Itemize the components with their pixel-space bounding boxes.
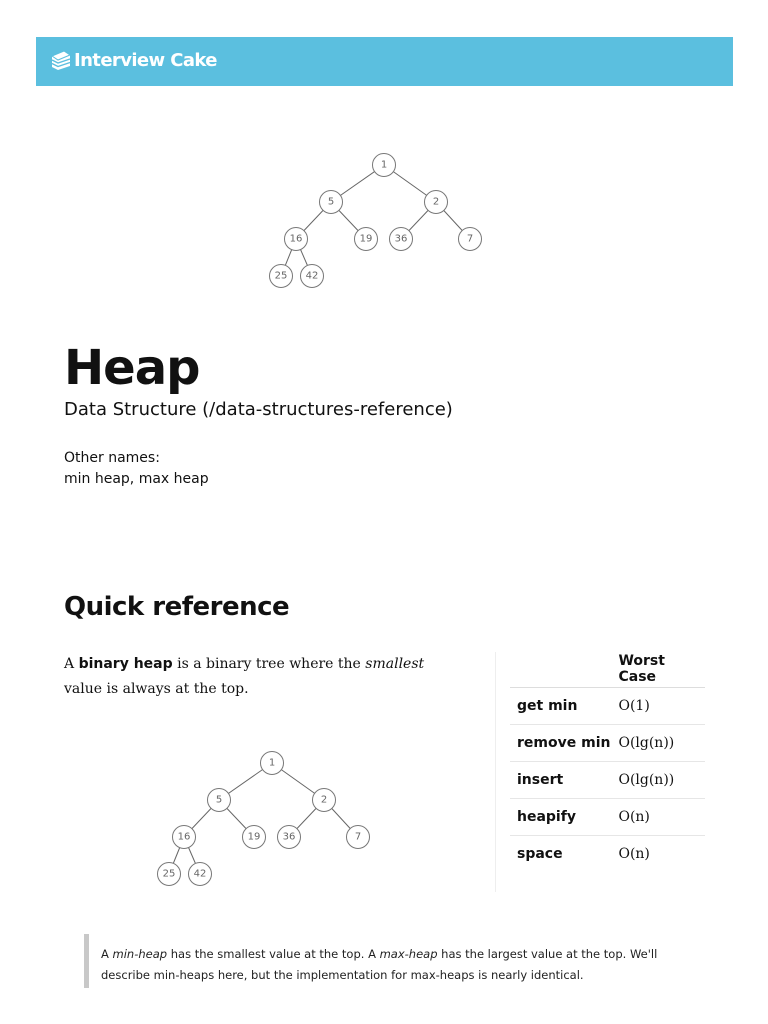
svg-text:36: 36 bbox=[282, 831, 296, 843]
tree-node bbox=[173, 826, 196, 849]
tree-node bbox=[425, 191, 448, 214]
svg-text:36: 36 bbox=[394, 233, 408, 245]
svg-text:5: 5 bbox=[215, 794, 223, 806]
heap-diagram-top bbox=[265, 150, 505, 292]
svg-text:2: 2 bbox=[320, 794, 328, 806]
svg-text:42: 42 bbox=[305, 270, 319, 282]
operation-complexity: O(n) bbox=[618, 846, 650, 862]
operation-name: remove min bbox=[510, 725, 610, 762]
svg-text:19: 19 bbox=[359, 233, 373, 245]
tree-node bbox=[301, 265, 324, 288]
tree-node bbox=[313, 789, 336, 812]
operation-name: space bbox=[517, 846, 563, 862]
other-names-label: Other names: bbox=[64, 450, 160, 466]
operation-complexity: O(lg(n)) bbox=[610, 725, 705, 762]
tree-node bbox=[390, 228, 413, 251]
logo-text: Interview Cake bbox=[74, 49, 217, 71]
binary-heap-term: binary heap bbox=[78, 656, 173, 672]
section-heading: Quick reference bbox=[64, 592, 290, 622]
operation-complexity: O(n) bbox=[610, 799, 705, 836]
site-logo[interactable] bbox=[50, 49, 217, 71]
operation-complexity: O(1) bbox=[610, 688, 705, 725]
operation-complexity: O(lg(n)) bbox=[610, 762, 705, 799]
svg-text:5: 5 bbox=[327, 196, 335, 208]
cake-icon bbox=[50, 49, 72, 71]
table-header-blank bbox=[510, 651, 610, 688]
page-title: Heap bbox=[64, 340, 200, 396]
table-row bbox=[510, 799, 705, 836]
table-row bbox=[510, 836, 705, 873]
intro-paragraph: A binary heap is a binary tree where the smallest value is always at the top. bbox=[64, 656, 425, 697]
tree-node bbox=[278, 826, 301, 849]
tree-node bbox=[459, 228, 482, 251]
operation-name: get min bbox=[510, 688, 610, 725]
svg-text:25: 25 bbox=[162, 868, 176, 880]
site-header bbox=[36, 37, 733, 86]
tree-node bbox=[208, 789, 231, 812]
svg-text:7: 7 bbox=[466, 233, 474, 245]
table-header-worst-case: Worst Case bbox=[610, 651, 705, 688]
svg-text:7: 7 bbox=[354, 831, 362, 843]
svg-text:19: 19 bbox=[247, 831, 261, 843]
table-row bbox=[510, 762, 705, 799]
tree-node bbox=[285, 228, 308, 251]
tree-node bbox=[243, 826, 266, 849]
svg-text:16: 16 bbox=[289, 233, 303, 245]
tree-node bbox=[347, 826, 370, 849]
tree-node bbox=[320, 191, 343, 214]
table-row bbox=[510, 688, 705, 725]
other-names-value: min heap, max heap bbox=[64, 471, 209, 487]
operation-name: insert bbox=[510, 762, 610, 799]
tree-node bbox=[270, 265, 293, 288]
heap-diagram-example bbox=[154, 747, 394, 889]
table-row bbox=[510, 725, 705, 762]
divider bbox=[495, 652, 496, 892]
svg-text:25: 25 bbox=[274, 270, 288, 282]
callout-note: A min-heap has the smallest value at the top. A max-heap has the largest value at the top. We'll describe min-heaps here, but the implementation for max-heaps is nearly identical. bbox=[84, 934, 684, 988]
tree-node bbox=[189, 863, 212, 886]
tree-node bbox=[373, 154, 396, 177]
table-header-row bbox=[510, 651, 705, 688]
operation-name: heapify bbox=[510, 799, 610, 836]
svg-text:1: 1 bbox=[380, 159, 388, 171]
tree-node bbox=[355, 228, 378, 251]
svg-text:2: 2 bbox=[432, 196, 440, 208]
page-subtitle[interactable]: Data Structure (/data-structures-reference) bbox=[64, 399, 453, 420]
tree-node bbox=[158, 863, 181, 886]
complexity-table bbox=[510, 651, 705, 872]
svg-text:1: 1 bbox=[268, 757, 276, 769]
tree-node bbox=[261, 752, 284, 775]
svg-text:16: 16 bbox=[177, 831, 191, 843]
svg-text:42: 42 bbox=[193, 868, 207, 880]
